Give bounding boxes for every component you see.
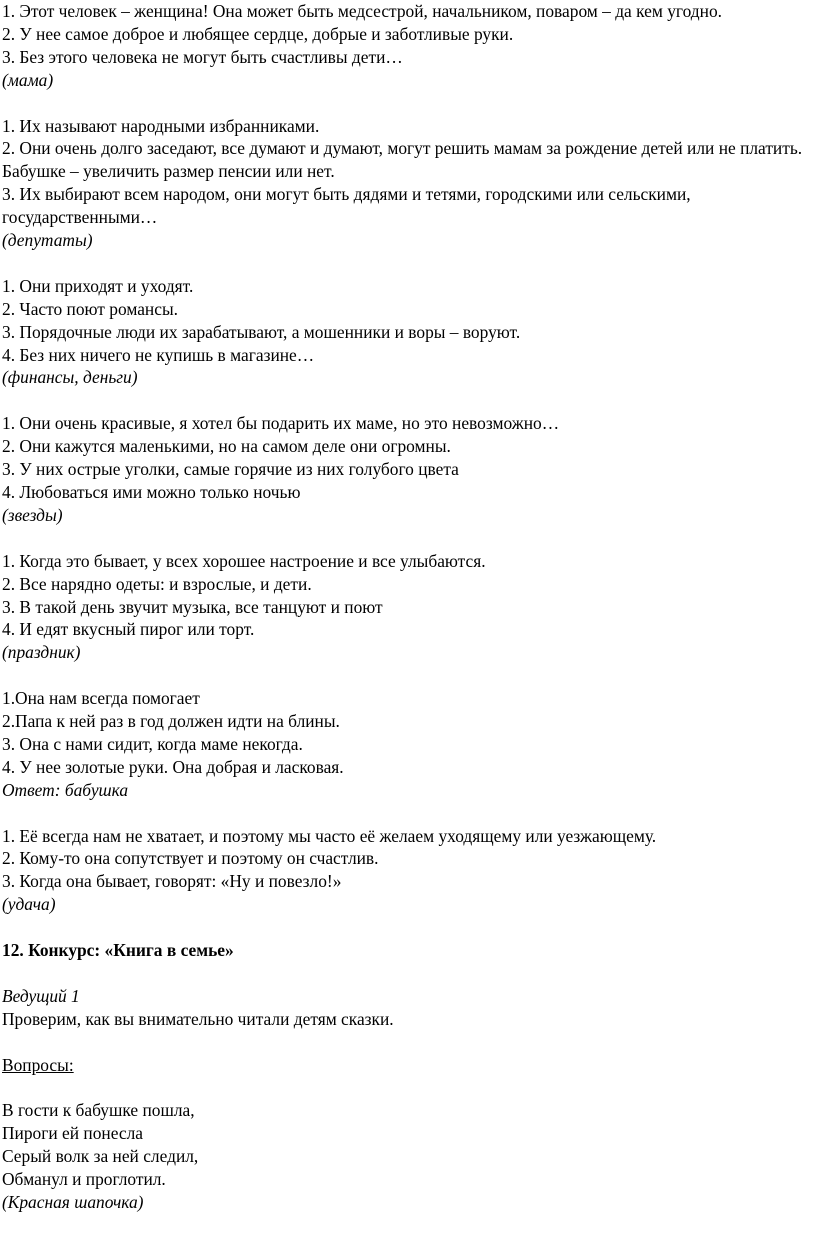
poem-line: В гости к бабушке пошла, [2,1100,195,1121]
host-intro: Проверим, как вы внимательно читали детям сказки. [2,1008,394,1029]
paragraph-gap [2,962,814,985]
riddle-answer: Ответ: бабушка [2,779,129,800]
riddle-line: 1.Она нам всегда помогает [2,688,200,709]
paragraph-gap [2,916,814,939]
paragraph-gap [2,802,814,825]
riddle-line: 2.Папа к ней раз в год должен идти на блины. [2,711,340,732]
riddle-line: 4. Без них ничего не купишь в магазине… [2,344,315,365]
riddle-answer: (удача) [2,894,56,915]
paragraph-gap [2,252,814,275]
riddle-answer: (финансы, деньги) [2,367,138,388]
riddle-line: 3. Когда она бывает, говорят: «Ну и повезло!» [2,871,342,892]
poem-riddle [2,1099,814,1214]
riddle-line: 1. Они очень красивые, я хотел бы подарить их маме, но это невозможно… [2,413,560,434]
paragraph-gap [2,1031,814,1054]
riddle-answer: (депутаты) [2,230,93,251]
riddle-line: 2. Они очень долго заседают, все думают и думают, могут решить мамам за рождение детей или не платить. Бабушке – увеличить размер пенсии или нет. [2,138,803,182]
riddle-line: 1. Их называют народными избранниками. [2,115,320,136]
paragraph-gap [2,664,814,687]
riddle-block [2,550,814,665]
riddle-line: 1. Этот человек – женщина! Она может быть медсестрой, начальником, поваром – да кем угодно. [2,1,722,21]
riddle-line: 2. Все нарядно одеты: и взрослые, и дети. [2,573,312,594]
paragraph-gap [2,1076,814,1099]
paragraph-gap [2,92,814,115]
poem-line: Обманул и проглотил. [2,1169,166,1190]
riddle-line: 4. И едят вкусный пирог или торт. [2,619,255,640]
riddle-answer: (мама) [2,69,54,90]
riddle-block [2,115,814,252]
riddle-line: 1. Её всегда нам не хватает, и поэтому мы часто её желаем уходящему или уезжающему. [2,825,657,846]
riddle-line: 3. В такой день звучит музыка, все танцуют и поют [2,596,383,617]
riddle-line: 2. Они кажутся маленькими, но на самом деле они огромны. [2,436,451,457]
riddle-line: 1. Они приходят и уходят. [2,275,194,296]
riddle-line: 1. Когда это бывает, у всех хорошее настроение и все улыбаются. [2,550,486,571]
section-heading: 12. Конкурс: «Книга в семье» [2,940,234,961]
riddle-answer: (праздник) [2,642,81,663]
riddle-block [2,825,814,917]
riddle-line: 4. Любоваться ими можно только ночью [2,481,301,502]
riddle-line: 2. Кому-то она сопутствует и поэтому он счастлив. [2,848,379,869]
paragraph-gap [2,527,814,550]
riddle-line: 2. У нее самое доброе и любящее сердце, добрые и заботливые руки. [2,23,514,44]
paragraph-gap [2,389,814,412]
riddle-block [2,412,814,527]
riddle-block [2,687,814,802]
riddle-line: 3. У них острые уголки, самые горячие из них голубого цвета [2,459,459,480]
host-label: Ведущий 1 [2,985,80,1006]
riddle-line: 2. Часто поют романсы. [2,298,178,319]
riddle-line: 4. У нее золотые руки. Она добрая и ласковая. [2,756,344,777]
poem-answer: (Красная шапочка) [2,1191,144,1212]
poem-line: Серый волк за ней следил, [2,1146,199,1167]
riddle-line: 3. Без этого человека не могут быть счастливы дети… [2,46,403,67]
riddle-answer: (звезды) [2,504,63,525]
questions-label: Вопросы: [2,1054,74,1075]
riddle-line: 3. Их выбирают всем народом, они могут быть дядями и тетями, городскими или сельскими, государственными… [2,184,691,228]
riddle-line: 3. Она с нами сидит, когда маме некогда. [2,733,303,754]
riddle-line: 3. Порядочные люди их зарабатывают, а мошенники и воры – воруют. [2,321,521,342]
riddle-block [2,0,814,92]
riddle-block [2,275,814,390]
poem-line: Пироги ей понесла [2,1123,143,1144]
